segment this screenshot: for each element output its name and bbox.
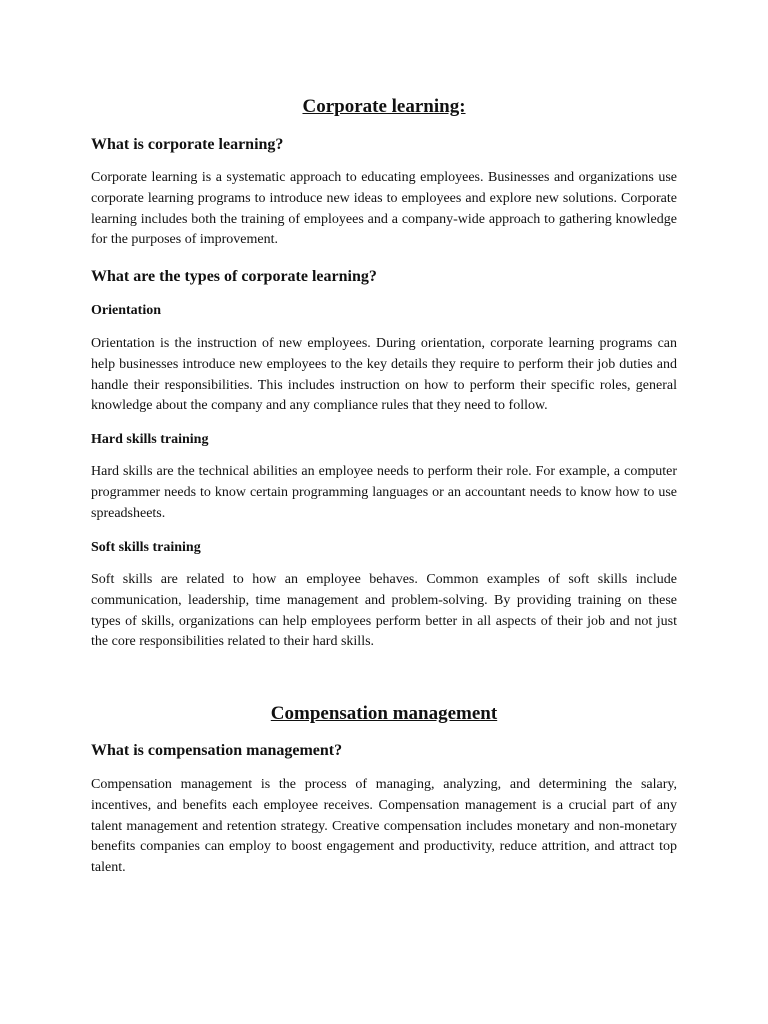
section-title-compensation-management: Compensation management [270,703,498,724]
paragraph-orientation: Orientation is the instruction of new employees. During orientation, corporate learning programs can help businesses introduce new employees to the key details they require to perform their job duties and handle their responsibilities. This includes instruction on how to perform their specific roles, general knowledge about the company and any compliance rules that they need to follow. [91,336,677,414]
subheading-soft-skills-training: Soft skills training [91,540,201,555]
question-what-is-corporate-learning: What is corporate learning? [91,136,284,153]
question-types-of-corporate-learning: What are the types of corporate learning? [91,268,377,285]
section-title-corporate-learning: Corporate learning: [302,96,466,117]
subheading-orientation: Orientation [91,303,161,318]
paragraph-corporate-learning-definition: Corporate learning is a systematic approach to educating employees. Businesses and organizations use corporate learning programs to introduce new ideas to employees and explore new solutions. Corporate learning includes both the training of employees and a company-wide approach to gathering knowledge for the purposes of improvement. [91,170,677,248]
subheading-hard-skills-training: Hard skills training [91,432,209,447]
paragraph-soft-skills: Soft skills are related to how an employee behaves. Common examples of soft skills include communication, leadership, time management and problem-solving. By providing training on these types of skills, organizations can help employees perform better in all aspects of their job and not just the core responsibilities related to their hard skills. [91,572,677,650]
paragraph-hard-skills: Hard skills are the technical abilities an employee needs to perform their role. For example, a computer programmer needs to know certain programming languages or an accountant needs to know how to use spreadsheets. [91,464,677,521]
paragraph-compensation-management-definition: Compensation management is the process of managing, analyzing, and determining the salary, incentives, and benefits each employee receives. Compensation management is a crucial part of any talent management and retention strategy. Creative compensation includes monetary and non-monetary benefits companies can employ to boost engagement and productivity, reduce attrition, and attract top talent. [91,777,677,876]
question-what-is-compensation-management: What is compensation management? [91,742,343,759]
